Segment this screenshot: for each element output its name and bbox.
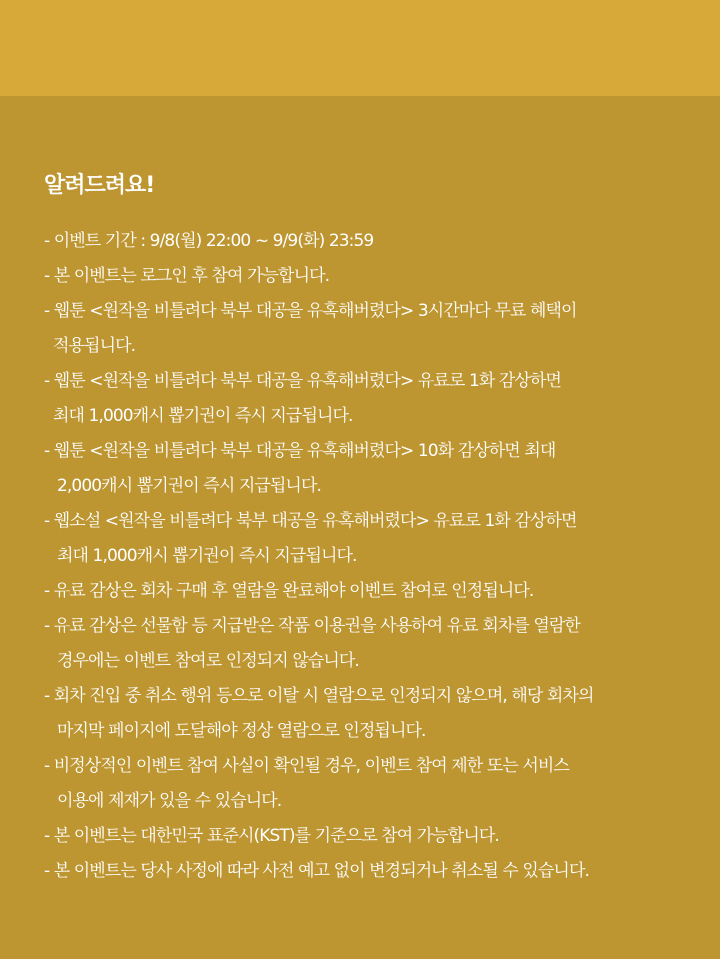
notice-item-webtoon-10 xyxy=(44,434,704,504)
notice-line: - 유료 감상은 회차 구매 후 열람을 완료해야 이벤트 참여로 인정됩니다. xyxy=(44,581,534,601)
notice-line: - 본 이벤트는 당사 사정에 따라 사전 예고 없이 변경되거나 취소될 수 있습니다. xyxy=(44,861,589,881)
notice-line-continued: 이용에 제재가 있을 수 있습니다. xyxy=(57,791,282,811)
notice-line-continued: 마지막 페이지에 도달해야 정상 열람으로 인정됩니다. xyxy=(57,721,426,741)
notice-line: - 이벤트 기간 : 9/8(월) 22:00 ~ 9/9(화) 23:59 xyxy=(44,231,374,251)
notice-title: 알려드려요! xyxy=(44,173,155,198)
notice-item-paid-view xyxy=(44,574,704,609)
notice-line: - 웹툰 <원작을 비틀려다 북부 대공을 유혹해버렸다> 유료로 1화 감상하면 xyxy=(44,371,561,391)
notice-line-continued: 경우에는 이벤트 참여로 인정되지 않습니다. xyxy=(57,651,359,671)
notice-item-free-benefit xyxy=(44,294,704,364)
notice-line: - 비정상적인 이벤트 참여 사실이 확인될 경우, 이벤트 참여 제한 또는 서비스 xyxy=(44,756,569,776)
notice-line: - 웹툰 <원작을 비틀려다 북부 대공을 유혹해버렸다> 3시간마다 무료 혜택이 xyxy=(44,301,577,321)
notice-list xyxy=(44,224,704,889)
notice-item-login xyxy=(44,259,704,294)
notice-line: - 웹툰 <원작을 비틀려다 북부 대공을 유혹해버렸다> 10화 감상하면 최대 xyxy=(44,441,556,461)
notice-item-webnovel-paid xyxy=(44,504,704,574)
event-notice-section xyxy=(0,96,720,959)
notice-item-change xyxy=(44,854,704,889)
notice-item-period xyxy=(44,224,704,259)
notice-line-continued: 최대 1,000캐시 뽑기권이 즉시 지급됩니다. xyxy=(57,546,357,566)
notice-line: - 웹소설 <원작을 비틀려다 북부 대공을 유혹해버렸다> 유료로 1화 감상하면 xyxy=(44,511,577,531)
notice-line: - 본 이벤트는 대한민국 표준시(KST)를 기준으로 참여 가능합니다. xyxy=(44,826,499,846)
notice-line: - 회차 진입 중 취소 행위 등으로 이탈 시 열람으로 인정되지 않으며, 해당 회차의 xyxy=(44,686,594,706)
notice-line: - 유료 감상은 선물함 등 지급받은 작품 이용권을 사용하여 유료 회차를 열람한 xyxy=(44,616,580,636)
notice-item-last-page xyxy=(44,679,704,749)
notice-item-webtoon-paid xyxy=(44,364,704,434)
notice-item-gift-voucher xyxy=(44,609,704,679)
notice-line-continued: 적용됩니다. xyxy=(53,336,136,356)
notice-line-continued: 최대 1,000캐시 뽑기권이 즉시 지급됩니다. xyxy=(53,406,353,426)
notice-item-abnormal xyxy=(44,749,704,819)
notice-line-continued: 2,000캐시 뽑기권이 즉시 지급됩니다. xyxy=(57,476,321,496)
notice-line: - 본 이벤트는 로그인 후 참여 가능합니다. xyxy=(44,266,330,286)
top-banner xyxy=(0,0,720,96)
notice-item-kst xyxy=(44,819,704,854)
